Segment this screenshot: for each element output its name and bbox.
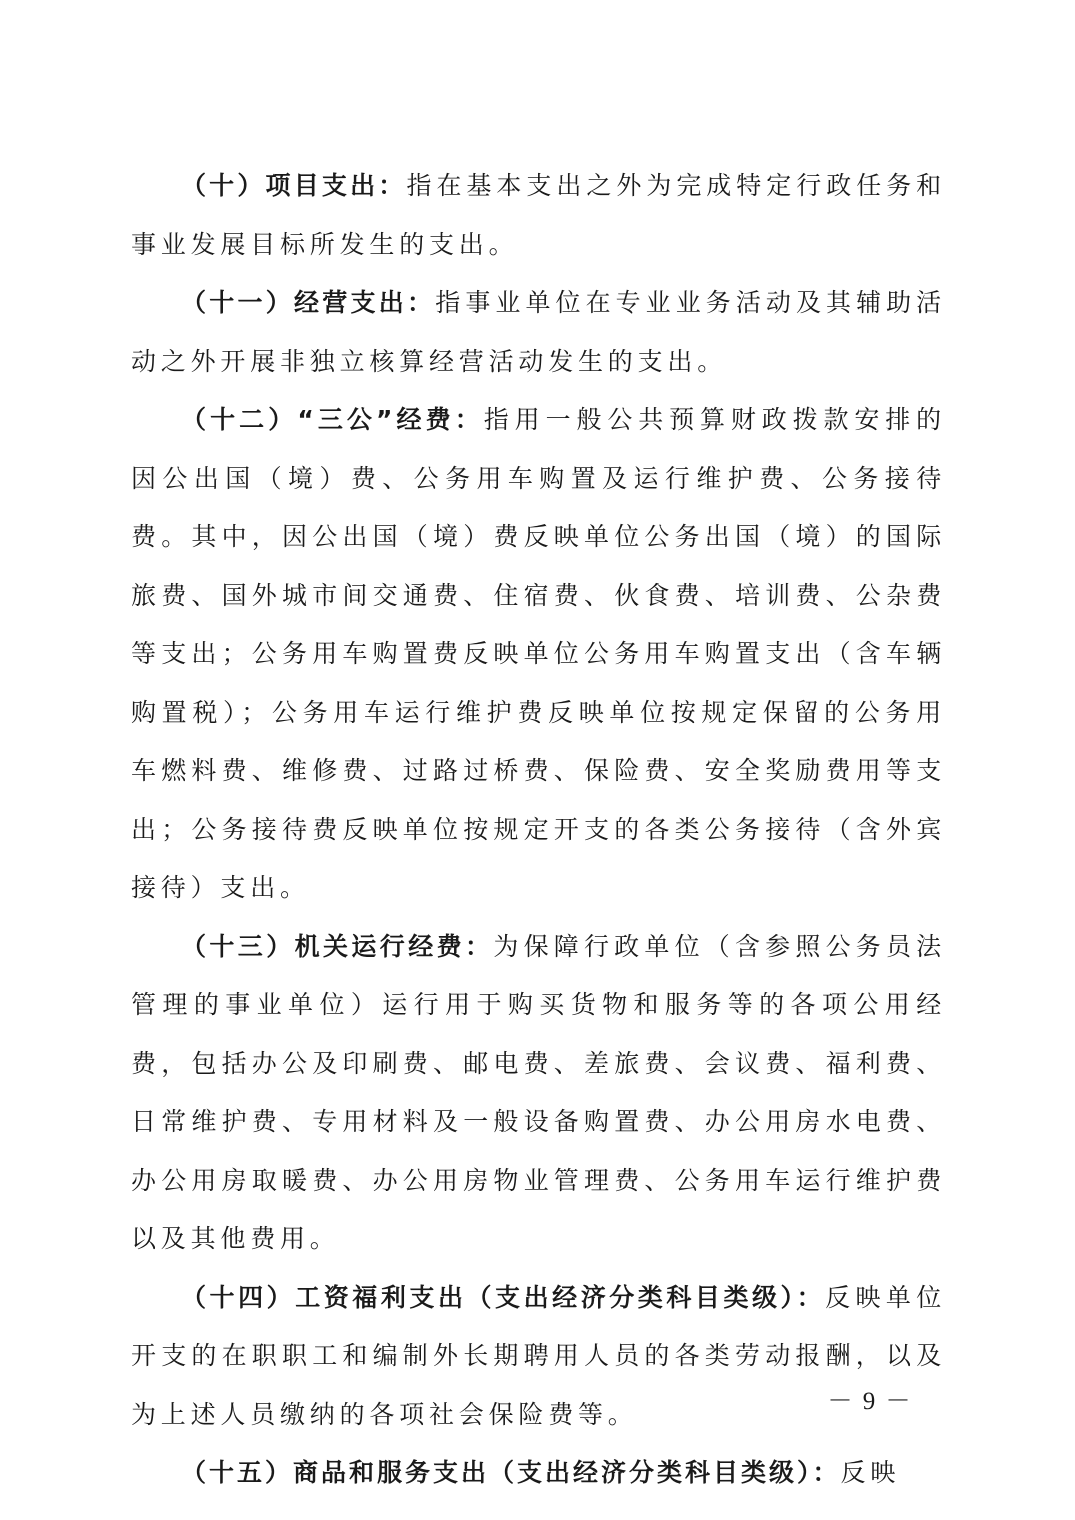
paragraph-operating-expenditure	[131, 274, 946, 391]
page-body	[131, 157, 946, 1503]
paragraph-text: 指用一般公共预算财政拨款安排的因公出国（境）费、公务用车购置及运行维护费、公务接待费。其中，因公出国（境）费反映单位公务出国（境）的国际旅费、国外城市间交通费、住宿费、伙食费、培训费、公杂费等支出；公务用车购置费反映单位公务用车购置支出（含车辆购置税）；公务用车运行维护费反映单位按规定保留的公务用车燃料费、维修费、过路过桥费、保险费、安全奖励费用等支出；公务接待费反映单位按规定开支的各类公务接待（含外宾接待）支出。	[131, 405, 946, 902]
paragraph-text: 为保障行政单位（含参照公务员法管理的事业单位）运行用于购买货物和服务等的各项公用经费，包括办公及印刷费、邮电费、差旅费、会议费、福利费、日常维护费、专用材料及一般设备购置费、办公用房水电费、办公用房取暖费、办公用房物业管理费、公务用车运行维护费以及其他费用。	[131, 931, 946, 1253]
paragraph-project-expenditure	[131, 157, 946, 274]
paragraph-text: 指在基本支出之外为完成特定行政任务和事业发展目标所发生的支出。	[131, 171, 946, 259]
paragraph-heading: （十三）机关运行经费：	[181, 931, 494, 961]
paragraph-heading: （十）项目支出：	[181, 171, 407, 200]
paragraph-heading: （十二）“三公”经费：	[181, 405, 484, 434]
paragraph-text: 指事业单位在专业业务活动及其辅助活动之外开展非独立核算经营活动发生的支出。	[131, 288, 946, 376]
paragraph-text: 反映	[840, 1458, 901, 1487]
paragraph-goods-services-expenditure	[131, 1444, 946, 1503]
paragraph-wages-welfare-expenditure	[131, 1269, 946, 1445]
paragraph-heading: （十五）商品和服务支出（支出经济分类科目类级）：	[181, 1458, 841, 1487]
paragraph-text: 反映单位开支的在职职工和编制外长期聘用人员的各类劳动报酬，以及为上述人员缴纳的各项社会保险费等。	[131, 1282, 946, 1429]
paragraph-heading: （十四）工资福利支出（支出经济分类科目类级）：	[181, 1282, 826, 1312]
paragraph-agency-operating-funds	[131, 918, 946, 1269]
page-number: － 9 －	[827, 1388, 913, 1415]
paragraph-heading: （十一）经营支出：	[181, 288, 436, 317]
paragraph-three-public-expenses	[131, 391, 946, 918]
